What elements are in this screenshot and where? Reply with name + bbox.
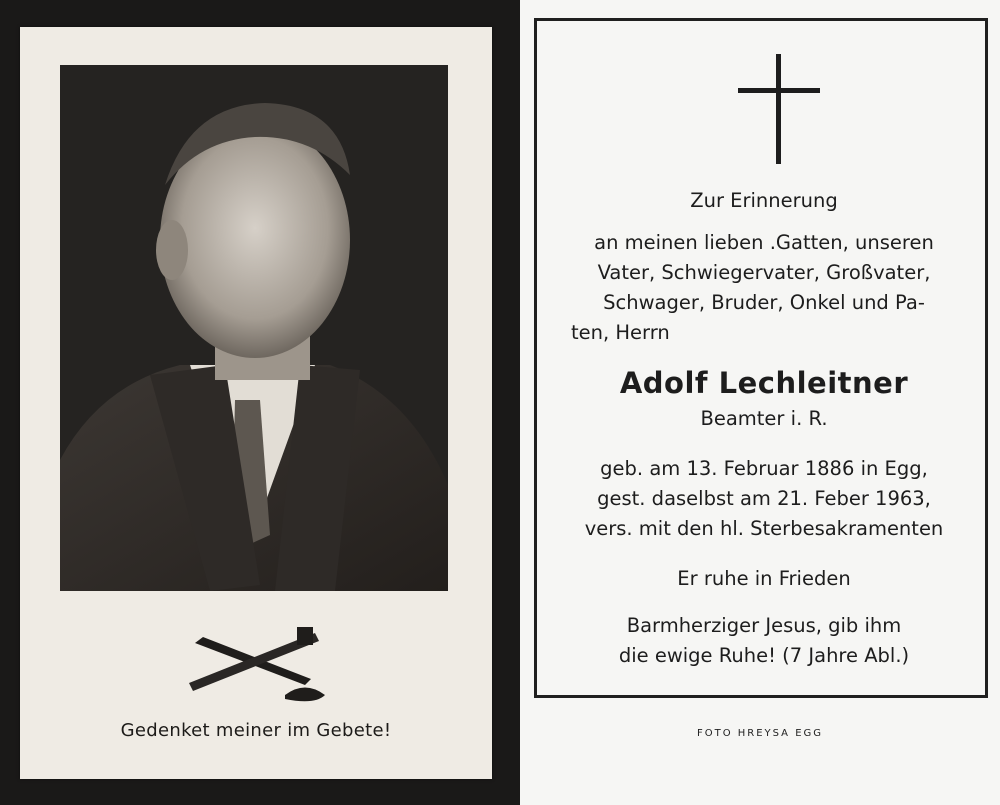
memorial-card-back (520, 0, 1000, 805)
prayer-line: die ewige Ruhe! (7 Jahre Abl.) (618, 644, 910, 667)
dedication-line: an meinen lieben .Gatten, unseren (594, 231, 934, 254)
prayer-line: Barmherziger Jesus, gib ihm (626, 614, 902, 637)
dedication-line: Vater, Schwiegervater, Großvater, (597, 261, 931, 284)
memorial-card-front (20, 27, 492, 779)
cross-icon (738, 54, 820, 164)
rest-in-peace-text: Er ruhe in Frieden (677, 567, 851, 590)
deceased-name: Adolf Lechleitner (619, 366, 909, 400)
dedication-line: ten, Herrn (571, 321, 670, 344)
text-frame (534, 18, 988, 698)
deceased-title: Beamter i. R. (700, 407, 828, 430)
dedication-line: Schwager, Bruder, Onkel und Pa- (603, 291, 925, 314)
intro-text: Zur Erinnerung (690, 189, 838, 212)
portrait-photo (60, 65, 448, 591)
life-line: geb. am 13. Februar 1886 in Egg, (600, 457, 928, 480)
prayer-caption: Gedenket meiner im Gebete! (120, 720, 392, 741)
life-line: gest. daselbst am 21. Feber 1963, (597, 487, 931, 510)
cross-emblem-icon (185, 625, 335, 705)
life-line: vers. mit den hl. Sterbesakramenten (584, 517, 944, 540)
photo-credit: FOTO HREYSA EGG (696, 728, 824, 739)
